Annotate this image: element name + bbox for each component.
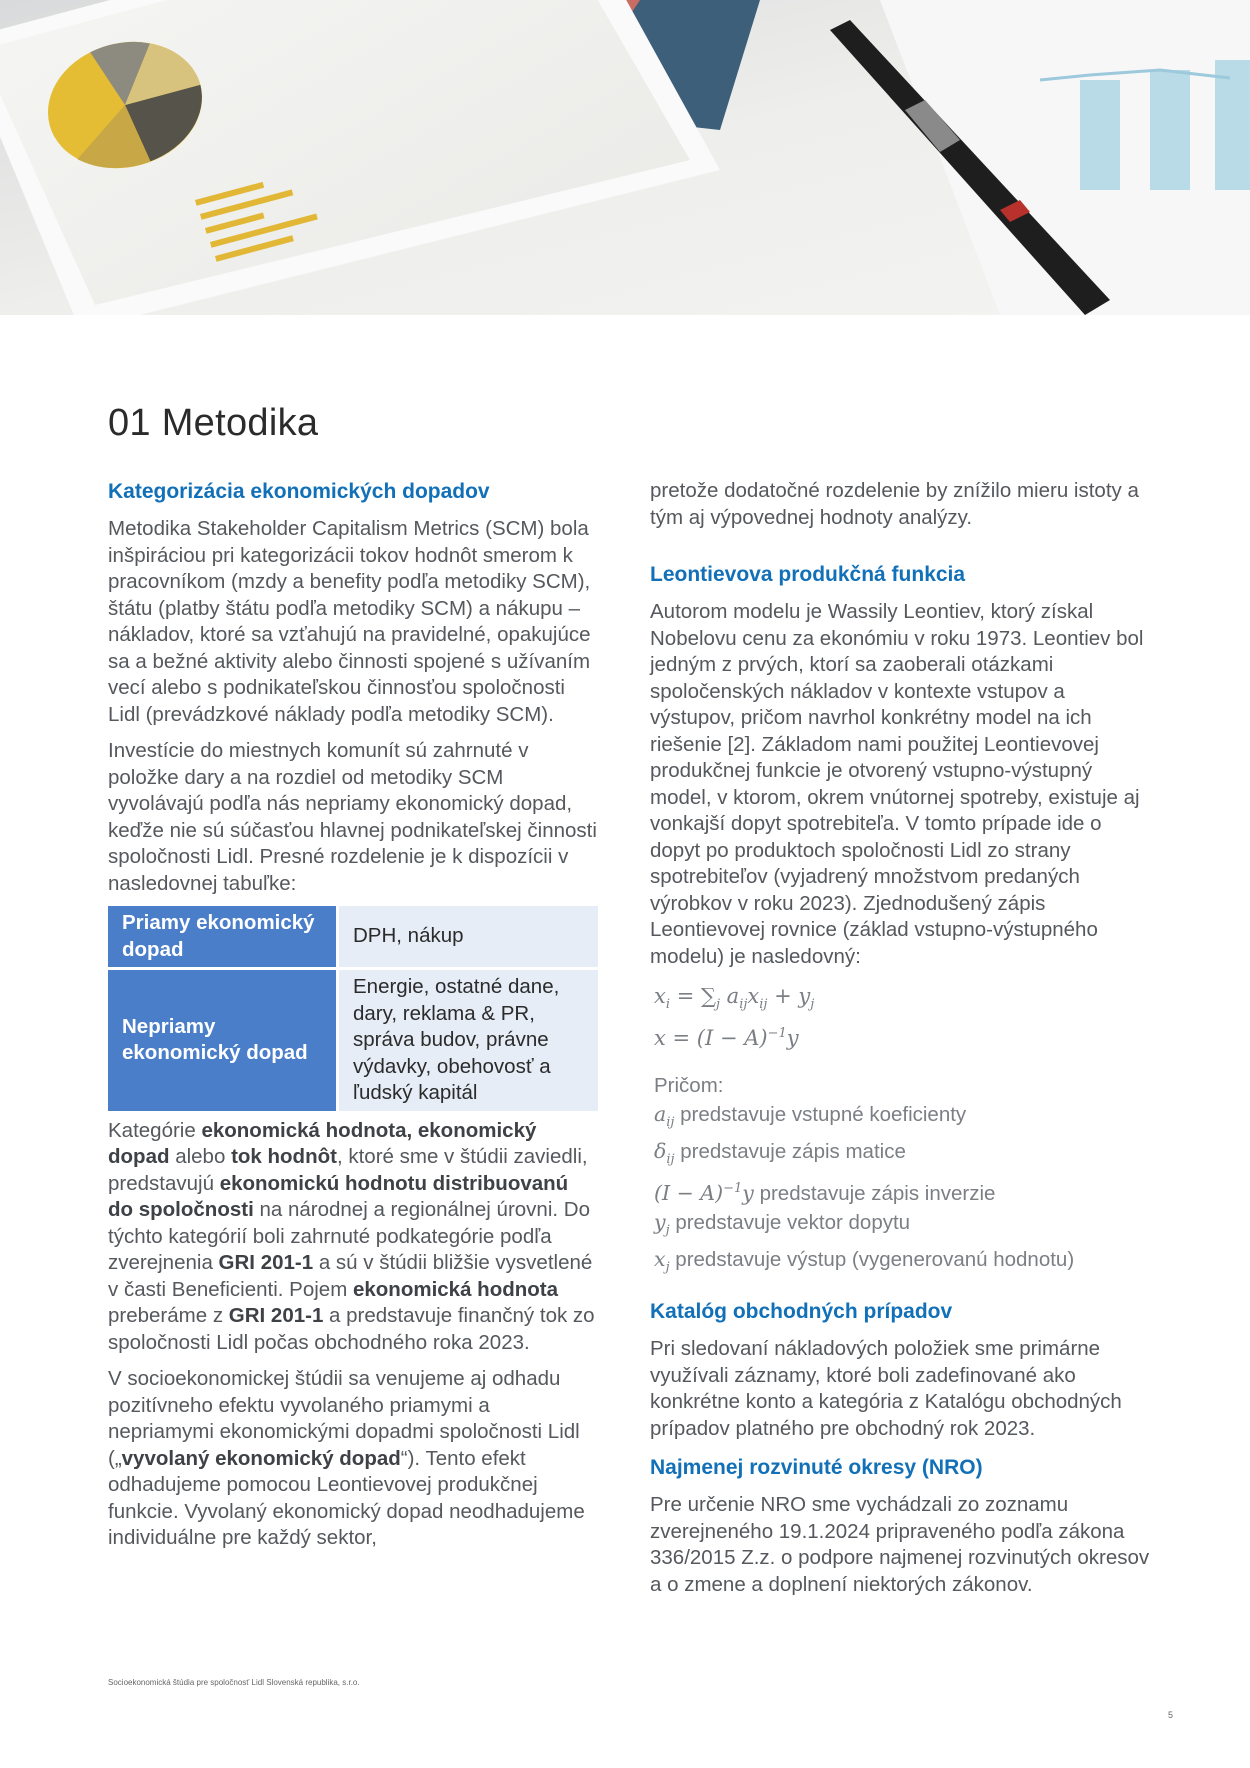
leontief-equation: $x_i = \sum_j$ $a_{ij}x_{ij} + y_j$ $x = (I - A)^{-1}y$ xyxy=(654,984,815,1051)
paragraph-nro: Pre určenie NRO sme vychádzali zo zoznamu zverejneného 19.1.2024 pripraveného podľa zákona 336/2015 Z.z. o podpore najmenej rozvinutých okresov a o zmene a doplnení niektorých zákonov. xyxy=(650,1493,1150,1596)
page-number: 5 xyxy=(1168,1710,1174,1720)
table-cell-indirect: Energie, ostatné dane, dary, reklama & PR, správa budov, právne výdavky, obehovosť a ľudský kapitál xyxy=(339,970,598,1111)
paragraph-leontief: Autorom modelu je Wassily Leontiev, ktorý získal Nobelovu cenu za ekonómiu v roku 1973. Leontiev bol jedným z prvých, ktorí sa zaoberali otázkami spoločenských nákladov v kontexte vstupov a výstupov, pričom navrhol konkrétny model na ich riešenie [2]. Základom nami použitej Leontievovej produkčnej funkcie je otvorený vstupno-výstupný model, v ktorom, okrem vnútornej spotreby, existuje aj vonkajší dopyt spotrebiteľa. V tomto prípade ide o dopyt po produktoch spoločnosti Lidl zo strany spotrebiteľov (vyjadrený množstvom predaných výrobkov v roku 2023). Zjednodušený zápis Leontievovej rovnice (základ vstupno-výstupného modelu) je nasledovný: xyxy=(650,600,1144,968)
impact-table xyxy=(105,903,601,1114)
hero-image xyxy=(0,0,1250,315)
paragraph-induced-impact: V socioekonomickej štúdii sa venujeme aj odhadu pozitívneho efektu vyvolaného priamymi a nepriamymi ekonomickými dopadmi spoločnosti Lidl („vyvolaný ekonomický dopad“). Tento efekt odhadujeme pomocou Leontievovej produkčnej funkcie. Vyvolaný ekonomický dopad neodhadujeme individuálne pre každý sektor, xyxy=(108,1367,585,1549)
right-column xyxy=(650,478,1150,1598)
legend-title: Pričom: xyxy=(654,1074,724,1098)
section-heading-catalog: Katalóg obchodných prípadov xyxy=(650,1300,953,1324)
paragraph-investments: Investície do miestnych komunít sú zahrnuté v položke dary a na rozdiel od metodiky SCM vyvolávajú podľa nás nepriamy ekonomický dopad, keďže nie sú súčasťou hlavnej podnikateľskej činnosti spoločnosti Lidl. Presné rozdelenie je k dispozícii v nasledovnej tabuľke: xyxy=(108,739,597,895)
table-row xyxy=(108,970,598,1111)
paragraph-continuation: pretože dodatočné rozdelenie by znížilo mieru istoty a tým aj výpovednej hodnoty analýzy. xyxy=(650,479,1139,529)
page-title: 01 Metodika xyxy=(108,402,319,444)
page-footer: Socioekonomická štúdia pre spoločnosť Lidl Slovenská republika, s.r.o. xyxy=(108,1678,360,1687)
paragraph-catalog: Pri sledovaní nákladových položiek sme primárne využívali záznamy, ktoré boli zadefinované ako konkrétne konto a kategória z Katalógu obchodných prípadov platného pre obchodný rok 2023. xyxy=(650,1337,1122,1440)
section-heading-nro: Najmenej rozvinuté okresy (NRO) xyxy=(650,1456,983,1480)
section-heading-categorization: Kategorizácia ekonomických dopadov xyxy=(108,480,490,503)
legend-item: $\delta_{ij}$ predstavuje zápis matice xyxy=(654,1139,906,1168)
left-column xyxy=(108,478,598,1552)
paragraph-categories: Kategórie ekonomická hodnota, ekonomický dopad alebo tok hodnôt, ktoré sme v štúdii zaviedli, predstavujú ekonomickú hodnotu distribuovanú do spoločnosti na národnej a regionálnej úrovni. Do týchto kategórií boli zahrnuté podkategórie podľa zverejnenia GRI 201-1 a sú v štúdii bližšie vysvetlené v časti Beneficienti. Pojem ekonomická hodnota preberáme z GRI 201-1 a predstavuje finančný tok zo spoločnosti Lidl počas obchodného roka 2023. xyxy=(108,1118,595,1354)
table-head-direct: Priamy ekonomický dopad xyxy=(108,906,336,967)
table-cell-direct: DPH, nákup xyxy=(339,906,598,967)
legend-item: $(I - A)^{-1}y$ predstavuje zápis inverzie xyxy=(654,1181,996,1206)
legend-item: $a_{ij}$ predstavuje vstupné koeficienty xyxy=(654,1102,967,1131)
legend-item: $y_j$ predstavuje vektor dopytu xyxy=(654,1210,911,1239)
hero-photo-illustration xyxy=(0,0,1250,315)
table-head-indirect: Nepriamy ekonomický dopad xyxy=(108,970,336,1111)
legend-item: $x_j$ predstavuje výstup (vygenerovanú hodnotu) xyxy=(654,1247,1075,1276)
table-row xyxy=(108,906,598,967)
equation-legend xyxy=(654,1071,1150,1282)
paragraph-scm: Metodika Stakeholder Capitalism Metrics (SCM) bola inšpiráciou pri kategorizácii tokov hodnôt smerom k pracovníkom (mzdy a benefity podľa metodiky SCM), štátu (platby štátu podľa metodiky SCM) a nákupu – nákladov, ktoré sa vzťahujú na pravidelné, opakujúce sa a bežné aktivity alebo činnosti spojené s užívaním vecí alebo s podnikateľskou činnosťou spoločnosti Lidl (prevádzkové náklady podľa metodiky SCM). xyxy=(108,517,591,726)
section-heading-leontief: Leontievova produkčná funkcia xyxy=(650,563,966,586)
